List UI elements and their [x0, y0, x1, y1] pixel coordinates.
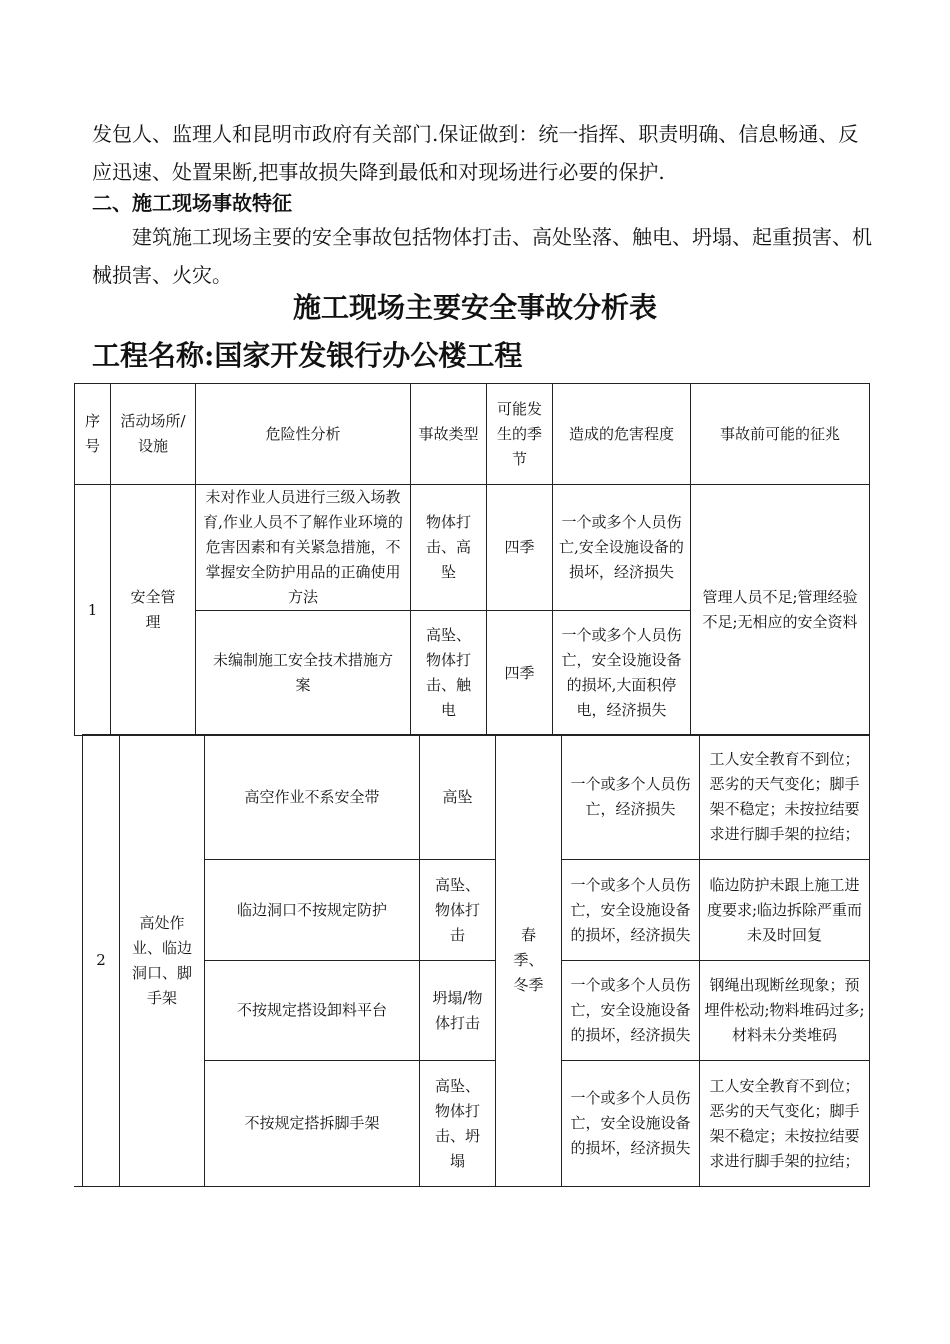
warning-signs-cell: 临边防护未跟上施工进度要求;临边拆除严重而未及时回复: [700, 860, 870, 961]
row-number: 1: [75, 485, 111, 736]
activity-place: 安全管理: [111, 485, 196, 736]
hazard-cell: 不按规定搭设卸料平台: [205, 961, 420, 1061]
warning-signs-cell: 钢绳出现断丝现象；预埋件松动;物料堆码过多;材料未分类堆码: [700, 961, 870, 1061]
accident-type-cell: 物体打击、高坠: [411, 485, 487, 611]
hazard-cell: 临边洞口不按规定防护: [205, 860, 420, 961]
harm-cell: 一个或多个人员伤亡，安全设施设备的损坏，经济损失: [562, 1061, 700, 1187]
intro-paragraph-2: 建筑施工现场主要的安全事故包括物体打击、高处坠落、触电、坍塌、起重损害、机械损害、火灾。: [92, 225, 872, 287]
intro-paragraph-1: 发包人、监理人和昆明市政府有关部门.保证做到：统一指挥、职责明确、信息畅通、反应迅速、处置果断,把事故损失降到最低和对现场进行必要的保护.: [92, 122, 859, 184]
hazard-cell: 未对作业人员进行三级入场教育,作业人员不了解作业环境的危害因素和有关紧急措施，不掌握安全防护用品的正确使用方法: [196, 485, 411, 611]
header-signs: 事故前可能的征兆: [691, 384, 870, 485]
harm-cell: 一个或多个人员伤亡，经济损失: [562, 735, 700, 860]
hazard-cell: 不按规定搭拆脚手架: [205, 1061, 420, 1187]
harm-cell: 一个或多个人员伤亡,安全设施设备的损坏，经济损失: [553, 485, 691, 611]
table-edge-line: [74, 1186, 82, 1187]
table-row: [75, 485, 870, 611]
project-name: 工程名称:国家开发银行办公楼工程: [92, 339, 523, 372]
harm-cell: 一个或多个人员伤亡，安全设施设备的损坏,大面积停电，经济损失: [553, 611, 691, 736]
warning-signs-cell: 工人安全教育不到位；恶劣的天气变化；脚手架不稳定；未按拉结要求进行脚手架的拉结；: [700, 1061, 870, 1187]
section-heading: 二、施工现场事故特征: [92, 191, 292, 215]
header-no: 序号: [75, 384, 111, 485]
season-cell: 春季、冬季: [496, 735, 562, 1187]
row-number: 2: [83, 735, 120, 1187]
warning-signs-cell: 工人安全教育不到位；恶劣的天气变化；脚手架不稳定；未按拉结要求进行脚手架的拉结；: [700, 735, 870, 860]
header-season: 可能发生的季节: [487, 384, 553, 485]
harm-cell: 一个或多个人员伤亡，安全设施设备的损坏，经济损失: [562, 860, 700, 961]
accident-type-cell: 高坠、物体打击、坍塌: [420, 1061, 496, 1187]
season-cell: 四季: [487, 611, 553, 736]
header-harm: 造成的危害程度: [553, 384, 691, 485]
accident-type-cell: 高坠: [420, 735, 496, 860]
warning-signs-cell: 管理人员不足;管理经验不足;无相应的安全资料: [691, 485, 870, 736]
analysis-table-part-2: [82, 734, 870, 1187]
hazard-cell: 未编制施工安全技术措施方案: [196, 611, 411, 736]
header-row: [75, 384, 870, 485]
season-cell: 四季: [487, 485, 553, 611]
hazard-cell: 高空作业不系安全带: [205, 735, 420, 860]
accident-type-cell: 高坠、物体打击: [420, 860, 496, 961]
header-hazard: 危险性分析: [196, 384, 411, 485]
accident-type-cell: 高坠、物体打击、触电: [411, 611, 487, 736]
accident-type-cell: 坍塌/物体打击: [420, 961, 496, 1061]
harm-cell: 一个或多个人员伤亡，安全设施设备的损坏，经济损失: [562, 961, 700, 1061]
activity-place: 高处作业、临边洞口、脚手架: [120, 735, 205, 1187]
table-title: 施工现场主要安全事故分析表: [292, 291, 657, 324]
analysis-table-part-1: [74, 383, 870, 736]
header-place: 活动场所/设施: [111, 384, 196, 485]
header-type: 事故类型: [411, 384, 487, 485]
table-row: [83, 735, 870, 860]
